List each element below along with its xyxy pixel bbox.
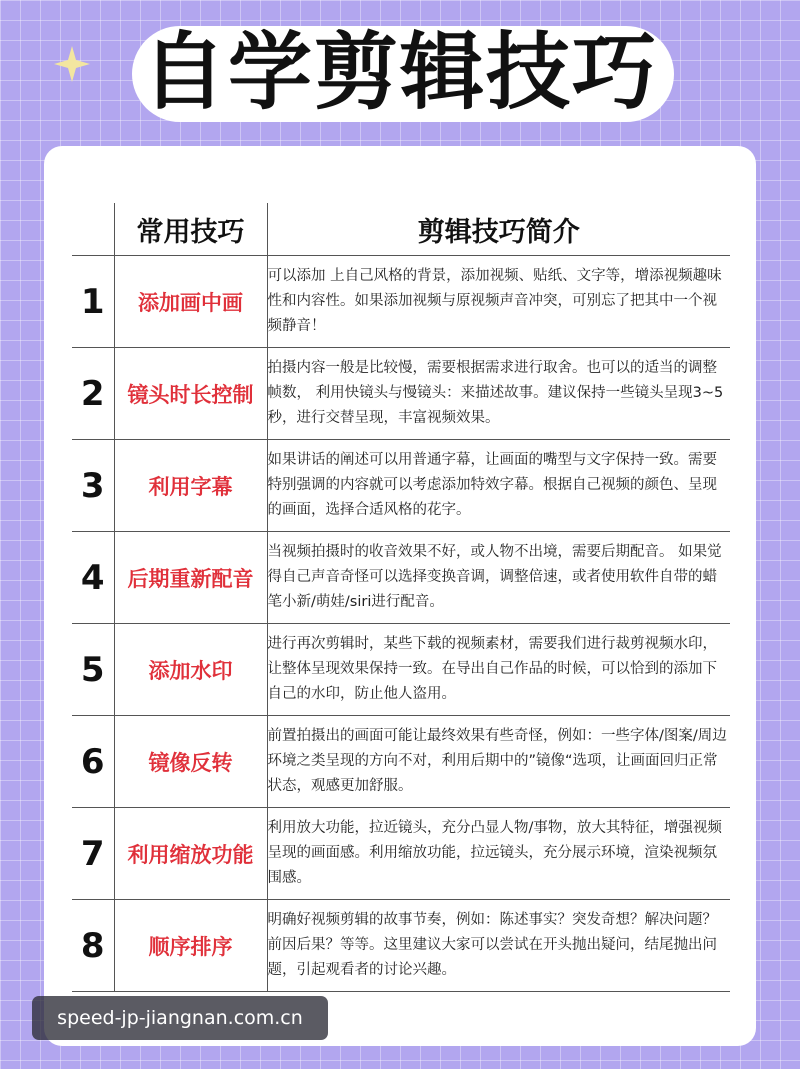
header-technique: 常用技巧	[114, 203, 267, 256]
row-number: 3	[72, 440, 114, 532]
row-number: 6	[72, 716, 114, 808]
page-title: 自学剪辑技巧	[141, 23, 658, 121]
row-number: 4	[72, 532, 114, 624]
table-row	[72, 716, 730, 808]
table-row	[72, 440, 730, 532]
technique-name: 添加画中画	[114, 256, 267, 348]
table-header-row	[72, 203, 730, 256]
technique-description: 明确好视频剪辑的故事节奏，例如：陈述事实？突发奇想？解决问题？前因后果？等等。这里建议大家可以尝试在开头抛出疑问，结尾抛出问题，引起观看者的讨论兴趣。	[267, 900, 730, 992]
technique-description: 拍摄内容一般是比较慢，需要根据需求进行取舍。也可以的适当的调整帧数， 利用快镜头与慢镜头：来描述故事。建议保持一些镜头呈现3~5秒，进行交替呈现，丰富视频效果。	[267, 348, 730, 440]
table-row	[72, 532, 730, 624]
header-number-cell	[72, 203, 114, 256]
table-row	[72, 900, 730, 992]
technique-name: 后期重新配音	[114, 532, 267, 624]
technique-name: 添加水印	[114, 624, 267, 716]
technique-name: 顺序排序	[114, 900, 267, 992]
technique-description: 可以添加 上自己风格的背景，添加视频、贴纸、文字等，增添视频趣味性和内容性。如果添加视频与原视频声音冲突，可别忘了把其中一个视频静音！	[267, 256, 730, 348]
row-number: 2	[72, 348, 114, 440]
table-row	[72, 624, 730, 716]
technique-name: 利用缩放功能	[114, 808, 267, 900]
technique-name: 镜像反转	[114, 716, 267, 808]
row-number: 1	[72, 256, 114, 348]
technique-description: 进行再次剪辑时，某些下载的视频素材，需要我们进行裁剪视频水印， 让整体呈现效果保持一致。在导出自己作品的时候，可以恰到的添加下自己的水印，防止他人盗用。	[267, 624, 730, 716]
technique-description: 利用放大功能，拉近镜头，充分凸显人物/事物，放大其特征，增强视频呈现的画面感。利用缩放功能，拉远镜头，充分展示环境，渲染视频氛围感。	[267, 808, 730, 900]
row-number: 7	[72, 808, 114, 900]
technique-name: 利用字幕	[114, 440, 267, 532]
row-number: 8	[72, 900, 114, 992]
watermark-label: speed-jp-jiangnan.com.cn	[32, 996, 328, 1040]
technique-description: 如果讲话的阐述可以用普通字幕，让画面的嘴型与文字保持一致。需要特别强调的内容就可以考虑添加特效字幕。根据自己视频的颜色、呈现的画面，选择合适风格的花字。	[267, 440, 730, 532]
technique-name: 镜头时长控制	[114, 348, 267, 440]
table-row	[72, 808, 730, 900]
header-description: 剪辑技巧简介	[267, 203, 730, 256]
table-row	[72, 348, 730, 440]
row-number: 5	[72, 624, 114, 716]
table-row	[72, 256, 730, 348]
technique-description: 当视频拍摄时的收音效果不好，或人物不出境，需要后期配音。 如果觉得自己声音奇怪可以选择变换音调，调整倍速，或者使用软件自带的蜡笔小新/萌娃/siri进行配音。	[267, 532, 730, 624]
sparkle-icon	[52, 44, 92, 84]
tips-table	[72, 203, 730, 992]
technique-description: 前置拍摄出的画面可能让最终效果有些奇怪，例如：一些字体/图案/周边环境之类呈现的方向不对，利用后期中的”镜像“选项，让画面回归正常状态，观感更加舒服。	[267, 716, 730, 808]
